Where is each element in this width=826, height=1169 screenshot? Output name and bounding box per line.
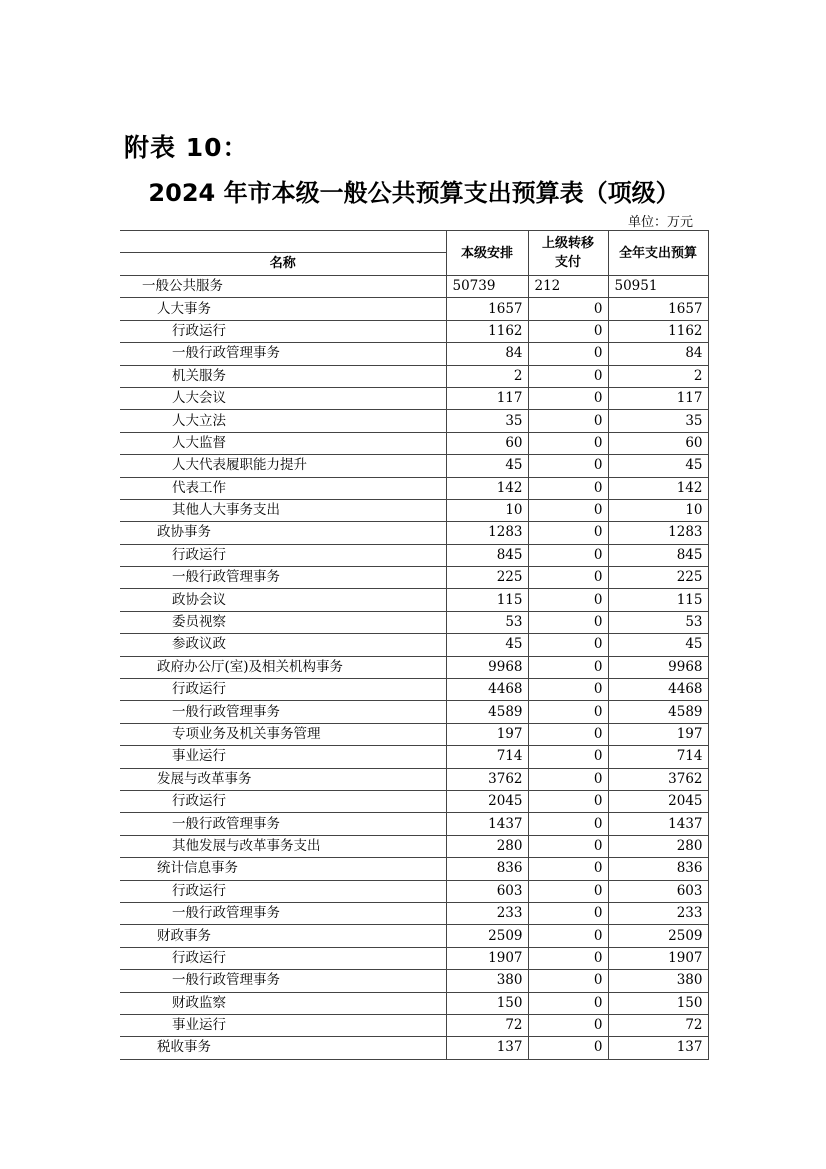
row-name: 政府办公厅(室)及相关机构事务: [120, 656, 446, 678]
row-transfer: 0: [528, 701, 608, 723]
row-total: 84: [608, 343, 708, 365]
row-total: 60: [608, 432, 708, 454]
row-name: 一般行政管理事务: [120, 701, 446, 723]
appendix-label: 附表 10：: [124, 133, 249, 162]
header-local: [446, 231, 528, 276]
row-local: 233: [446, 902, 528, 924]
row-local: 50739: [446, 276, 528, 298]
table-row: [120, 679, 708, 701]
row-total: 836: [608, 858, 708, 880]
row-name: 代表工作: [120, 477, 446, 499]
row-local: 53: [446, 611, 528, 633]
row-transfer: 0: [528, 455, 608, 477]
table-row: [120, 298, 708, 320]
row-transfer: 0: [528, 387, 608, 409]
row-transfer: 0: [528, 723, 608, 745]
row-name: 一般行政管理事务: [120, 970, 446, 992]
table-row: [120, 477, 708, 499]
row-transfer: 0: [528, 432, 608, 454]
table-row: [120, 701, 708, 723]
row-total: 4468: [608, 679, 708, 701]
row-name: 一般行政管理事务: [120, 343, 446, 365]
row-total: 380: [608, 970, 708, 992]
header-local-label: 本级安排: [460, 245, 513, 261]
row-local: 4468: [446, 679, 528, 701]
row-local: 836: [446, 858, 528, 880]
table-row: [120, 858, 708, 880]
row-name: 税收事务: [120, 1037, 446, 1059]
row-name: 一般公共服务: [120, 276, 446, 298]
row-name: 统计信息事务: [120, 858, 446, 880]
row-transfer: 0: [528, 634, 608, 656]
row-name: 一般行政管理事务: [120, 567, 446, 589]
row-total: 225: [608, 567, 708, 589]
row-name: 委员视察: [120, 611, 446, 633]
row-transfer: 0: [528, 746, 608, 768]
row-transfer: 0: [528, 410, 608, 432]
row-total: 233: [608, 902, 708, 924]
row-local: 1907: [446, 947, 528, 969]
table-row: [120, 656, 708, 678]
row-total: 2509: [608, 925, 708, 947]
row-transfer: 0: [528, 880, 608, 902]
row-name: 人大事务: [120, 298, 446, 320]
row-transfer: 0: [528, 589, 608, 611]
row-name: 其他人大事务支出: [120, 499, 446, 521]
row-name: 财政监察: [120, 992, 446, 1014]
row-name: 专项业务及机关事务管理: [120, 723, 446, 745]
row-local: 117: [446, 387, 528, 409]
row-total: 2045: [608, 790, 708, 812]
row-total: 10: [608, 499, 708, 521]
row-local: 2: [446, 365, 528, 387]
row-total: 197: [608, 723, 708, 745]
table-row: [120, 835, 708, 857]
table-row: [120, 320, 708, 342]
row-name: 一般行政管理事务: [120, 902, 446, 924]
row-transfer: 212: [528, 276, 608, 298]
page-title: 2024 年市本级一般公共预算支出预算表（项级）: [148, 179, 680, 207]
row-transfer: 0: [528, 1037, 608, 1059]
row-local: 10: [446, 499, 528, 521]
row-transfer: 0: [528, 790, 608, 812]
row-name: 事业运行: [120, 1014, 446, 1036]
row-local: 150: [446, 992, 528, 1014]
row-total: 115: [608, 589, 708, 611]
row-transfer: 0: [528, 925, 608, 947]
row-total: 150: [608, 992, 708, 1014]
row-total: 137: [608, 1037, 708, 1059]
row-name: 行政运行: [120, 679, 446, 701]
table-row: [120, 343, 708, 365]
row-total: 2: [608, 365, 708, 387]
row-name: 行政运行: [120, 544, 446, 566]
row-local: 45: [446, 455, 528, 477]
row-name: 财政事务: [120, 925, 446, 947]
table-row: [120, 432, 708, 454]
row-local: 60: [446, 432, 528, 454]
row-local: 603: [446, 880, 528, 902]
row-local: 714: [446, 746, 528, 768]
row-name: 发展与改革事务: [120, 768, 446, 790]
row-local: 1162: [446, 320, 528, 342]
row-local: 1283: [446, 522, 528, 544]
row-local: 45: [446, 634, 528, 656]
row-total: 714: [608, 746, 708, 768]
table-row: [120, 387, 708, 409]
table-row: [120, 723, 708, 745]
table-row: [120, 880, 708, 902]
row-name: 人大会议: [120, 387, 446, 409]
table-row: [120, 522, 708, 544]
table-row: [120, 947, 708, 969]
row-name: 行政运行: [120, 880, 446, 902]
table-row: [120, 768, 708, 790]
row-transfer: 0: [528, 947, 608, 969]
row-name: 机关服务: [120, 365, 446, 387]
row-name: 行政运行: [120, 947, 446, 969]
row-transfer: 0: [528, 768, 608, 790]
row-transfer: 0: [528, 320, 608, 342]
row-total: 53: [608, 611, 708, 633]
table-row: [120, 544, 708, 566]
row-local: 2045: [446, 790, 528, 812]
table-row: [120, 925, 708, 947]
row-transfer: 0: [528, 858, 608, 880]
row-local: 225: [446, 567, 528, 589]
row-local: 845: [446, 544, 528, 566]
row-total: 1657: [608, 298, 708, 320]
header-name: [120, 231, 446, 276]
row-transfer: 0: [528, 813, 608, 835]
row-transfer: 0: [528, 1014, 608, 1036]
table-row: [120, 455, 708, 477]
row-local: 9968: [446, 656, 528, 678]
row-name: 人大代表履职能力提升: [120, 455, 446, 477]
row-total: 9968: [608, 656, 708, 678]
table-row: [120, 746, 708, 768]
row-name: 政协会议: [120, 589, 446, 611]
budget-table: [120, 230, 709, 1060]
row-total: 72: [608, 1014, 708, 1036]
row-transfer: 0: [528, 522, 608, 544]
row-name: 一般行政管理事务: [120, 813, 446, 835]
row-local: 4589: [446, 701, 528, 723]
row-total: 1907: [608, 947, 708, 969]
row-name: 行政运行: [120, 320, 446, 342]
row-local: 197: [446, 723, 528, 745]
row-total: 117: [608, 387, 708, 409]
row-name: 政协事务: [120, 522, 446, 544]
header-total: [608, 231, 708, 276]
row-transfer: 0: [528, 611, 608, 633]
unit-label: 单位：万元: [627, 215, 693, 230]
row-local: 35: [446, 410, 528, 432]
table-row: [120, 970, 708, 992]
row-name: 事业运行: [120, 746, 446, 768]
row-name: 其他发展与改革事务支出: [120, 835, 446, 857]
table-row: [120, 634, 708, 656]
row-transfer: 0: [528, 298, 608, 320]
table-row: [120, 790, 708, 812]
row-transfer: 0: [528, 499, 608, 521]
table-row: [120, 1014, 708, 1036]
table-row: [120, 567, 708, 589]
row-transfer: 0: [528, 477, 608, 499]
table-row: [120, 499, 708, 521]
row-local: 84: [446, 343, 528, 365]
row-name: 人大立法: [120, 410, 446, 432]
header-name-label: 名称: [269, 256, 296, 271]
row-local: 1657: [446, 298, 528, 320]
row-total: 1437: [608, 813, 708, 835]
row-local: 280: [446, 835, 528, 857]
row-total: 45: [608, 634, 708, 656]
row-local: 380: [446, 970, 528, 992]
row-local: 2509: [446, 925, 528, 947]
row-name: 行政运行: [120, 790, 446, 812]
row-transfer: 0: [528, 343, 608, 365]
row-total: 35: [608, 410, 708, 432]
row-transfer: 0: [528, 365, 608, 387]
row-name: 人大监督: [120, 432, 446, 454]
row-local: 142: [446, 477, 528, 499]
header-transfer-label: 上级转移支付: [541, 236, 594, 270]
row-total: 280: [608, 835, 708, 857]
row-total: 4589: [608, 701, 708, 723]
table-row: [120, 1037, 708, 1059]
row-total: 50951: [608, 276, 708, 298]
table-row: [120, 813, 708, 835]
row-local: 1437: [446, 813, 528, 835]
row-local: 72: [446, 1014, 528, 1036]
row-transfer: 0: [528, 544, 608, 566]
row-total: 142: [608, 477, 708, 499]
row-transfer: 0: [528, 835, 608, 857]
row-total: 3762: [608, 768, 708, 790]
row-total: 845: [608, 544, 708, 566]
table-row-top: [120, 276, 708, 298]
table-row: [120, 992, 708, 1014]
row-transfer: 0: [528, 902, 608, 924]
row-total: 1162: [608, 320, 708, 342]
row-local: 137: [446, 1037, 528, 1059]
row-transfer: 0: [528, 992, 608, 1014]
row-total: 45: [608, 455, 708, 477]
header-total-label: 全年支出预算: [618, 245, 697, 261]
row-total: 603: [608, 880, 708, 902]
row-transfer: 0: [528, 656, 608, 678]
row-local: 3762: [446, 768, 528, 790]
row-name: 参政议政: [120, 634, 446, 656]
header-divider: [120, 252, 446, 253]
table-row: [120, 611, 708, 633]
table-row: [120, 365, 708, 387]
row-transfer: 0: [528, 567, 608, 589]
row-local: 115: [446, 589, 528, 611]
table-row: [120, 410, 708, 432]
header-transfer: [528, 231, 608, 276]
row-transfer: 0: [528, 970, 608, 992]
table-header-row: [120, 231, 708, 276]
row-total: 1283: [608, 522, 708, 544]
row-transfer: 0: [528, 679, 608, 701]
table-row: [120, 589, 708, 611]
table-row: [120, 902, 708, 924]
